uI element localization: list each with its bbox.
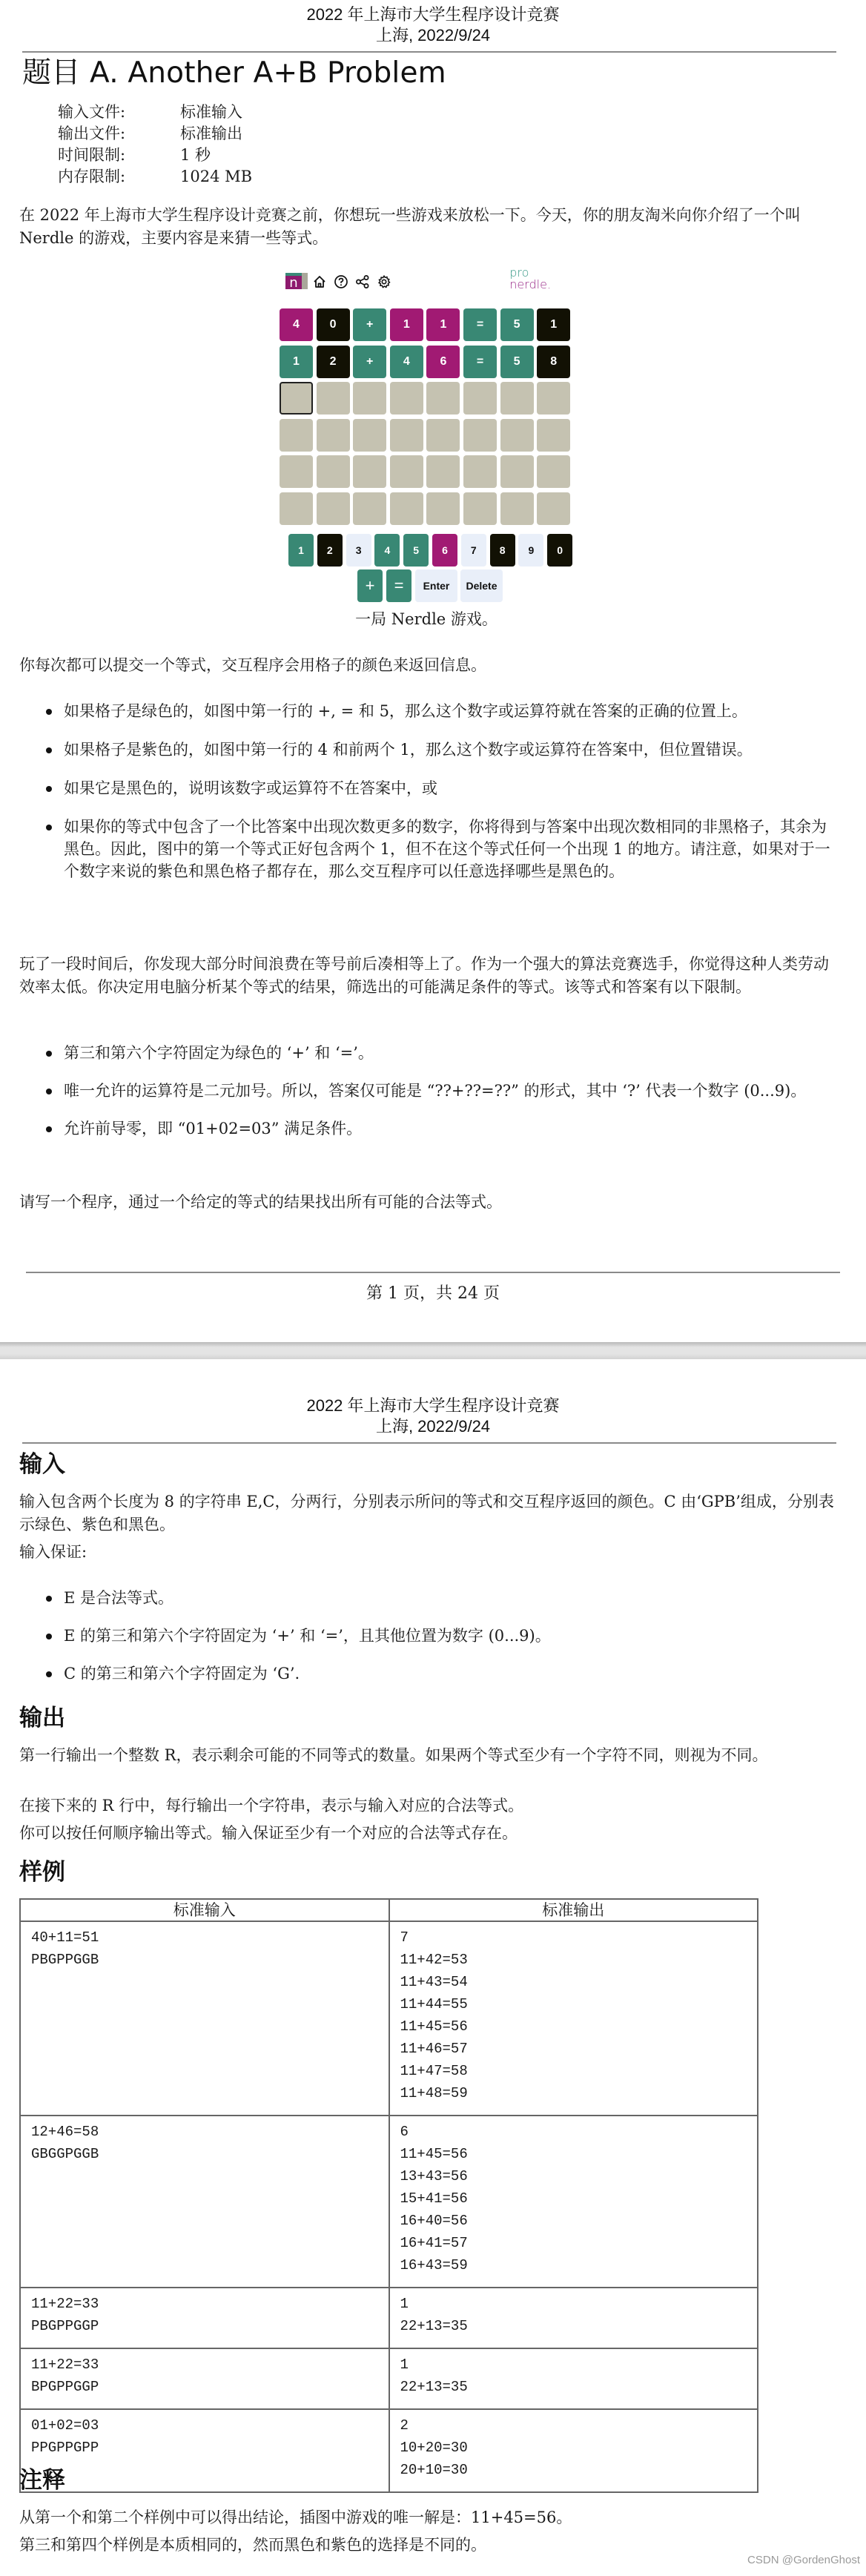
key-plus[interactable]: + (357, 569, 383, 602)
rule-black: 如果它是黑色的，说明该数字或运算符不在答案中，或 (43, 777, 833, 799)
key-3[interactable]: 3 (346, 534, 371, 567)
sample-output-line: 11+45=56 (400, 2146, 468, 2162)
sample-input-line: 40+11=51 (31, 1929, 99, 1946)
sample-input-line: PPGPPGPP (31, 2440, 99, 2456)
key-enter[interactable]: Enter (415, 569, 457, 602)
output-paragraph-2: 在接下来的 R 行中，每行输出一个字符串，表示与输入对应的合法等式。 (19, 1797, 524, 1814)
grid-tile (317, 382, 350, 415)
meta-value: 1024 MB (180, 168, 253, 185)
sample-output-line: 10+20=30 (400, 2440, 468, 2456)
sample-output-cell (389, 2288, 758, 2348)
figure-caption: 一局 Nerdle 游戏。 (355, 610, 498, 628)
grid-tile: 5 (500, 346, 534, 378)
problem-meta (58, 102, 252, 188)
sample-output-line: 11+43=54 (400, 1974, 468, 1990)
grid-tile (353, 419, 386, 452)
grid-tile (426, 419, 460, 452)
sample-input-cell (20, 2116, 389, 2288)
grid-tile (426, 492, 460, 525)
sample-input-line: BPGPPGGP (31, 2379, 99, 2395)
meta-key: 输出文件: (58, 125, 126, 142)
sample-input-cell (20, 2348, 389, 2409)
sample-input-cell (20, 1921, 389, 2116)
grid-tile: 4 (280, 308, 313, 341)
sample-row (20, 2288, 758, 2348)
contest-name: 2022 年上海市大学生程序设计竞赛 (306, 5, 560, 24)
constraint-leading-zero: 允许前导零，即 “01+02=03” 满足条件。 (43, 1117, 833, 1140)
problem-title: 题目 A. Another A+B Problem (22, 56, 446, 90)
sample-input-line: PBGPPGGP (31, 2318, 99, 2334)
sample-output-line: 13+43=56 (400, 2168, 468, 2184)
grid-tile (317, 455, 350, 488)
sample-output-line: 20+10=30 (400, 2462, 468, 2478)
sample-output-line: 16+40=56 (400, 2213, 468, 2229)
col-header-input: 标准输入 (20, 1899, 389, 1921)
constraint-form: 唯一允许的运算符是二元加号。所以，答案仅可能是 “??+??=??” 的形式，其中 ‘?’ 代表一个数字 (0...9)。 (43, 1080, 833, 1102)
rule-duplicates: 如果你的等式中包含了一个比答案中出现次数更多的数字，你将得到与答案中出现次数相同的非黑格子，其余为黑色。因此，图中的第一个等式正好包含两个 1，但不在这个等式任何一个出现 1 的地方。请注意，如果对于一个数字来说的紫色和黑色格子都存在，那么交互程序可以任意选择哪些是黑色的。 (43, 816, 833, 882)
notes-paragraph-2: 第三和第四个样例是本质相同的，然而黑色和紫色的选择是不同的。 (19, 2536, 486, 2554)
sample-output-line: 16+43=59 (400, 2257, 468, 2273)
sample-output-line: 22+13=35 (400, 2379, 468, 2395)
grid-tile (390, 455, 423, 488)
page-separator (0, 1342, 866, 1359)
grid-tile (353, 382, 386, 415)
sample-output-cell (389, 2116, 758, 2288)
grid-tile: 6 (426, 346, 460, 378)
nerdle-logo-icon: n (285, 273, 302, 289)
grid-tile (463, 382, 497, 415)
grid-tile (317, 419, 350, 452)
input-description: 输入包含两个长度为 8 的字符串 E,C，分两行，分别表示所问的等式和交互程序返回的颜色。C 由‘GPB’组成，分别表示绿色、紫色和黑色。 (19, 1493, 834, 1533)
meta-row-input-file (58, 102, 252, 123)
sample-output-line: 7 (400, 1929, 409, 1946)
sample-output-line: 16+41=57 (400, 2235, 468, 2251)
grid-tile: 8 (537, 346, 570, 378)
sample-output-line: 11+44=55 (400, 1996, 468, 2012)
sample-output-line: 2 (400, 2417, 409, 2434)
key-7[interactable]: 7 (461, 534, 486, 567)
contest-name-p2: 2022 年上海市大学生程序设计竞赛 (306, 1396, 560, 1415)
rule-purple: 如果格子是紫色的，如图中第一行的 4 和前两个 1，那么这个数字或运算符在答案中，但位置错误。 (43, 739, 833, 761)
grid-tile (500, 455, 534, 488)
sample-input-line: 11+22=33 (31, 2296, 99, 2312)
grid-tile (500, 492, 534, 525)
page-number: 第 1 页，共 24 页 (366, 1284, 500, 1303)
sample-output-cell (389, 2348, 758, 2409)
grid-tile (353, 455, 386, 488)
grid-tile: 4 (390, 346, 423, 378)
grid-tile: 1 (280, 346, 313, 378)
grid-row (280, 382, 573, 415)
grid-row (280, 419, 573, 452)
sample-row (20, 2116, 758, 2288)
input-heading: 输入 (19, 1451, 65, 1478)
footer-rule (26, 1272, 840, 1273)
meta-key: 内存限制: (58, 168, 126, 185)
key-4[interactable]: 4 (374, 534, 400, 567)
guarantee-item: E 是合法等式。 (43, 1587, 833, 1609)
brand-nerdle: nerdle. (509, 277, 551, 291)
rule-green: 如果格子是绿色的，如图中第一行的 +, = 和 5，那么这个数字或运算符就在答案的正确的位置上。 (43, 700, 833, 722)
share-icon[interactable] (355, 274, 370, 289)
grid-row (280, 492, 573, 526)
grid-tile (426, 382, 460, 415)
input-guarantees (43, 1587, 833, 1685)
grid-tile (537, 455, 570, 488)
grid-tile (390, 419, 423, 452)
grid-tile: 1 (390, 308, 423, 341)
output-paragraph-1: 第一行输出一个整数 R，表示剩余可能的不同等式的数量。如果两个等式至少有一个字符不同，则视为不同。 (19, 1746, 768, 1764)
samples-table (19, 1898, 758, 2493)
grid-tile: 5 (500, 308, 534, 341)
grid-tile: + (353, 308, 386, 341)
grid-tile: 0 (317, 308, 350, 341)
game-toolbar (280, 265, 573, 298)
sample-output-line: 6 (400, 2124, 409, 2140)
sample-output-cell (389, 1921, 758, 2116)
grid-tile (280, 419, 313, 452)
sample-output-line: 22+13=35 (400, 2318, 468, 2334)
input-guarantee-label: 输入保证: (19, 1543, 87, 1561)
task-intro: 玩了一段时间后，你发现大部分时间浪费在等号前后凑相等上了。作为一个强大的算法竞赛选手，你觉得这种人类劳动效率太低。你决定用电脑分析某个等式的结果，筛选出的可能满足条件的等式。该等式和答案有以下限制。 (19, 955, 829, 996)
help-icon[interactable] (334, 274, 348, 289)
brand-pro: pro (509, 265, 529, 280)
meta-row-time-limit (58, 145, 252, 166)
place-date: 上海, 2022/9/24 (375, 26, 491, 44)
guarantee-item: E 的第三和第六个字符固定为 ‘+’ 和 ‘=’，且其他位置为数字 (0...9)。 (43, 1625, 833, 1647)
home-icon[interactable] (312, 274, 327, 289)
grid-tile[interactable] (280, 382, 313, 415)
header-rule (22, 51, 836, 53)
notes-heading: 注释 (19, 2467, 65, 2494)
notes-paragraph-1: 从第一个和第二个样例中可以得出结论，插图中游戏的唯一解是：11+45=56。 (19, 2509, 572, 2526)
sample-output-line: 11+45=56 (400, 2018, 468, 2035)
key-equals[interactable]: = (386, 569, 411, 602)
grid-row (280, 346, 573, 379)
output-paragraph-3: 你可以按任何顺序输出等式。输入保证至少有一个对应的合法等式存在。 (19, 1824, 518, 1842)
guarantee-item: C 的第三和第六个字符固定为 ‘G’. (43, 1662, 833, 1685)
sample-input-line: 01+02=03 (31, 2417, 99, 2434)
grid-tile (500, 382, 534, 415)
settings-icon[interactable] (377, 274, 391, 289)
sample-input-line: 12+46=58 (31, 2124, 99, 2140)
key-1[interactable]: 1 (288, 534, 314, 567)
sample-input-line: 11+22=33 (31, 2357, 99, 2373)
key-8[interactable]: 8 (490, 534, 515, 567)
meta-row-memory-limit (58, 166, 252, 188)
grid-tile (537, 492, 570, 525)
grid-tile (537, 382, 570, 415)
grid-tile: = (463, 346, 497, 378)
sample-output-line: 11+46=57 (400, 2041, 468, 2057)
sample-output-line: 11+42=53 (400, 1952, 468, 1968)
grid-tile (463, 419, 497, 452)
grid-tile (426, 455, 460, 488)
sample-row (20, 2348, 758, 2409)
sample-output-cell (389, 2409, 758, 2492)
grid-tile (500, 419, 534, 452)
grid-tile (463, 492, 497, 525)
sample-output-line: 1 (400, 2357, 409, 2373)
grid-tile: 2 (317, 346, 350, 378)
grid-tile (463, 455, 497, 488)
sample-input-cell (20, 2409, 389, 2492)
sample-output-line: 1 (400, 2296, 409, 2312)
task-request: 请写一个程序，通过一个给定的等式的结果找出所有可能的合法等式。 (19, 1193, 502, 1211)
meta-value: 1 秒 (180, 146, 211, 164)
constraint-fixed-ops: 第三和第六个字符固定为绿色的 ‘+’ 和 ‘=’。 (43, 1042, 833, 1064)
header-rule-p2 (22, 1442, 836, 1444)
grid-row (280, 308, 573, 342)
key-0[interactable]: 0 (547, 534, 572, 567)
rules-list (43, 700, 833, 882)
grid-tile (537, 419, 570, 452)
nerdle-game-figure (280, 265, 573, 614)
grid-tile: 1 (537, 308, 570, 341)
grid-tile: = (463, 308, 497, 341)
key-6[interactable]: 6 (432, 534, 457, 567)
key-2[interactable]: 2 (317, 534, 343, 567)
meta-value: 标准输入 (180, 103, 242, 121)
key-delete[interactable]: Delete (460, 569, 503, 602)
grid-tile: 1 (426, 308, 460, 341)
place-date-p2: 上海, 2022/9/24 (375, 1417, 491, 1436)
sample-row (20, 2409, 758, 2492)
sample-input-line: GBGGPGGB (31, 2146, 99, 2162)
key-9[interactable]: 9 (518, 534, 543, 567)
grid-tile (280, 492, 313, 525)
watermark: CSDN @GordenGhost (747, 2554, 860, 2566)
sample-output-line: 15+41=56 (400, 2190, 468, 2207)
output-heading: 输出 (19, 1705, 65, 1731)
sample-input-cell (20, 2288, 389, 2348)
meta-value: 标准输出 (180, 125, 242, 142)
intro-paragraph: 在 2022 年上海市大学生程序设计竞赛之前，你想玩一些游戏来放松一下。今天，你的朋友淘米向你介绍了一个叫 Nerdle 的游戏，主要内容是来猜一些等式。 (19, 206, 801, 247)
col-header-output: 标准输出 (389, 1899, 758, 1921)
grid-tile (280, 455, 313, 488)
samples-heading: 样例 (19, 1859, 65, 1886)
sample-output-line: 11+47=58 (400, 2063, 468, 2079)
meta-row-output-file (58, 123, 252, 145)
sample-row (20, 1921, 758, 2116)
rules-intro: 你每次都可以提交一个等式，交互程序会用格子的颜色来返回信息。 (19, 656, 486, 674)
grid-tile: + (353, 346, 386, 378)
constraints-list (43, 1042, 833, 1140)
grid-row (280, 455, 573, 489)
meta-key: 输入文件: (58, 103, 126, 121)
grid-tile (390, 382, 423, 415)
grid-tile (353, 492, 386, 525)
key-5[interactable]: 5 (403, 534, 429, 567)
grid-tile (317, 492, 350, 525)
meta-key: 时间限制: (58, 146, 126, 164)
sample-output-line: 11+48=59 (400, 2085, 468, 2101)
pro-nerdle-brand (509, 267, 551, 291)
grid-tile (390, 492, 423, 525)
sample-input-line: PBGPPGGB (31, 1952, 99, 1968)
